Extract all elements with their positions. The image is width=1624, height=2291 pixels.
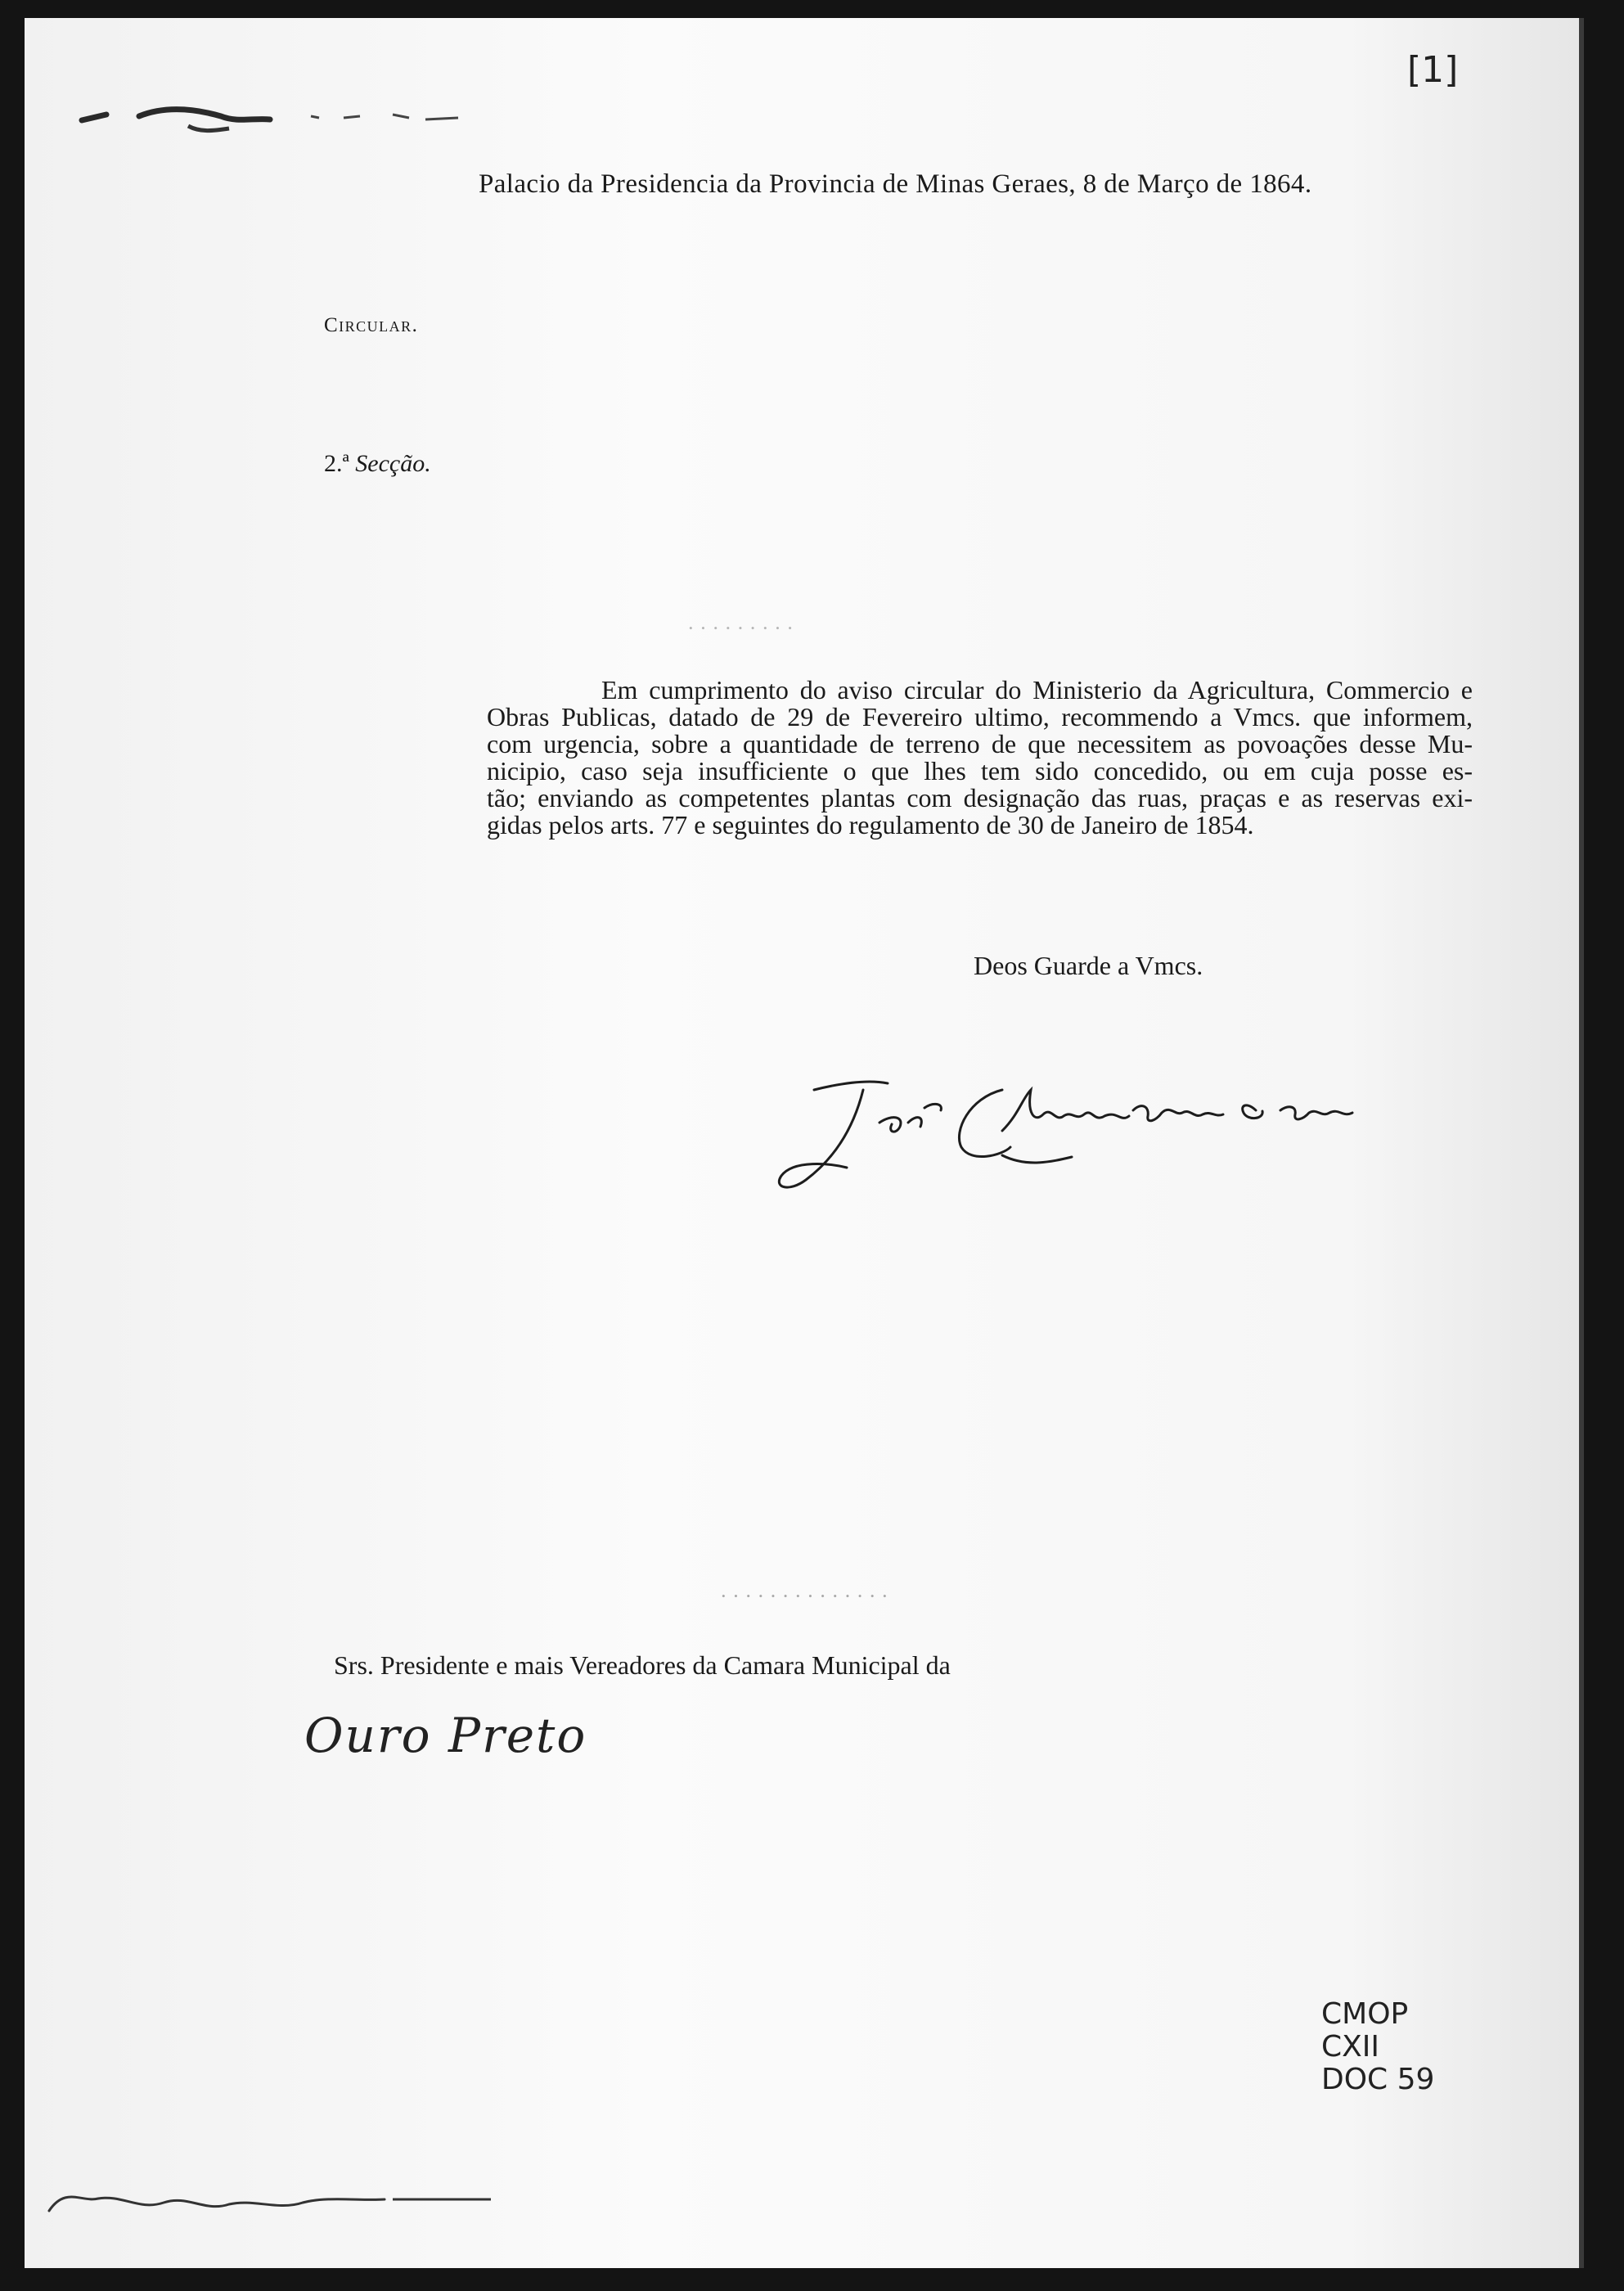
- body-line: com urgencia, sobre a quantidade de terreno de que necessitem as povoações desse Mu-: [487, 729, 1473, 758]
- bleed-through-text: · · · · · · · · · · · · · ·: [720, 1584, 888, 1608]
- body-line: Em cumprimento do aviso circular do Ministerio da Agricultura, Commercio e: [601, 675, 1473, 704]
- bottom-scribble: [33, 2154, 524, 2235]
- signature: [757, 1065, 1428, 1204]
- body-line: tão; enviando as competentes plantas com designação das ruas, praças e as reservas exi-: [487, 783, 1473, 812]
- body-line: nicipio, caso seja insufficiente o que lhes tem sido concedido, ou em cuja posse es-: [487, 756, 1473, 785]
- closing-salutation: Deos Guarde a Vmcs.: [974, 951, 1203, 980]
- archive-line: DOC 59: [1321, 2063, 1435, 2096]
- document-header: Palacio da Presidencia da Provincia de Minas Geraes, 8 de Março de 1864.: [479, 169, 1312, 199]
- body-paragraph: [487, 677, 1473, 839]
- body-line: gidas pelos arts. 77 e seguintes do regulamento de 30 de Janeiro de 1854.: [487, 810, 1254, 839]
- document-page: [25, 18, 1584, 2268]
- body-line: Obras Publicas, datado de 29 de Fevereiro ultimo, recommendo a Vmcs. que informem,: [487, 702, 1473, 731]
- section-label: [324, 450, 431, 478]
- addressee-city-handwritten: Ouro Preto: [304, 1708, 587, 1763]
- section-name: Secção.: [355, 450, 431, 477]
- circular-label: Circular.: [324, 314, 419, 336]
- addressee-line: Srs. Presidente e mais Vereadores da Camara Municipal da: [334, 1650, 951, 1680]
- archive-line: CMOP: [1321, 1997, 1409, 2031]
- bleed-through-text: · · · · · · · · ·: [687, 616, 794, 640]
- top-smudge: [49, 83, 540, 157]
- section-number: 2.ª: [324, 450, 349, 477]
- page-number-marker: [1]: [1407, 49, 1459, 91]
- archive-reference: [1321, 1998, 1434, 2096]
- archive-line: CXII: [1321, 2030, 1380, 2064]
